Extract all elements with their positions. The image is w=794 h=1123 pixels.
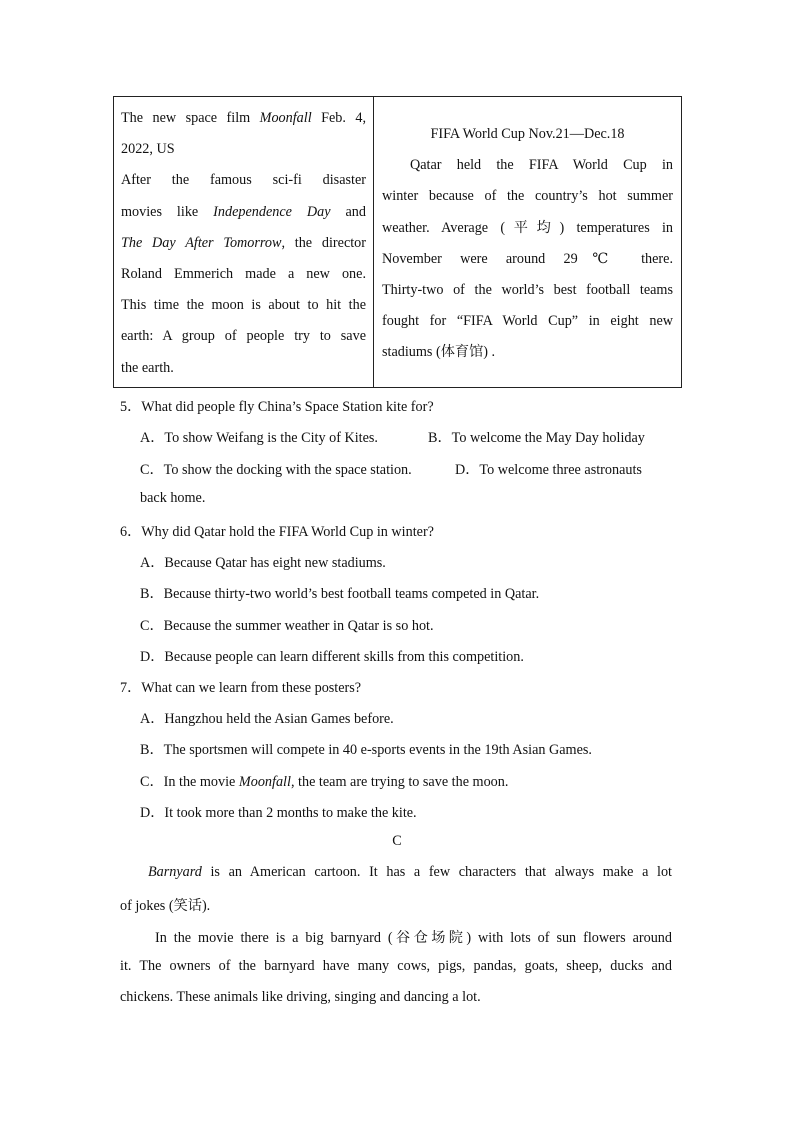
moonfall-poster xyxy=(121,103,366,384)
question-7-option-a: A．Hangzhou held the Asian Games before. xyxy=(140,711,394,727)
moonfall-line-9: the earth. xyxy=(121,359,174,376)
section-c-heading: C xyxy=(392,833,402,849)
question-7-option-c: C．In the movie Moonfall, the team are trying to save the moon. xyxy=(140,774,509,790)
question-5-stem: 5．What did people fly China’s Space Station kite for? xyxy=(120,399,434,415)
question-5-option-b: B．To welcome the May Day holiday xyxy=(428,430,645,446)
question-6-option-b: B．Because thirty-two world’s best football teams competed in Qatar. xyxy=(140,586,540,602)
question-7-option-d: D．It took more than 2 months to make the kite. xyxy=(140,805,417,821)
moonfall-line-3: After the famous sci-fi disaster xyxy=(121,172,366,189)
question-7-stem: 7．What can we learn from these posters? xyxy=(120,680,362,696)
question-5-option-d-continued: back home. xyxy=(140,490,206,506)
poster-table xyxy=(113,96,682,388)
question-7-option-b: B．The sportsmen will compete in 40 e-sports events in the 19th Asian Games. xyxy=(140,742,592,758)
moonfall-line-4: movies like Independence Day and xyxy=(121,203,366,220)
fifa-line-1: Qatar held the FIFA World Cup in xyxy=(410,157,673,174)
question-6-option-d: D．Because people can learn different skills from this competition. xyxy=(140,649,524,665)
question-6-option-a: A．Because Qatar has eight new stadiums. xyxy=(140,555,386,571)
moonfall-line-8: earth: A group of people try to save xyxy=(121,328,366,345)
fifa-line-2: winter because of the country’s hot summer xyxy=(382,188,673,205)
moonfall-line-1: The new space film Moonfall Feb. 4, xyxy=(121,110,367,126)
fifa-heading: FIFA World Cup Nov.21—Dec.18 xyxy=(430,126,625,142)
section-c-paragraph-2-line-2: it. The owners of the barnyard have many cows, pigs, pandas, goats, sheep, ducks and xyxy=(120,958,672,974)
fifa-poster xyxy=(382,119,673,369)
fifa-line-7: stadiums (体育馆) . xyxy=(382,344,496,361)
section-c-paragraph-2-line-3: chickens. These animals like driving, singing and dancing a lot. xyxy=(120,989,481,1005)
moonfall-line-7: This time the moon is about to hit the xyxy=(121,297,366,314)
question-5-option-a: A．To show Weifang is the City of Kites. xyxy=(140,430,378,446)
question-5-option-c: C．To show the docking with the space station. xyxy=(140,462,412,478)
question-6-stem: 6．Why did Qatar hold the FIFA World Cup in winter? xyxy=(120,524,434,540)
fifa-line-4: November were around 29℃ there. xyxy=(382,250,673,267)
question-6-option-c: C．Because the summer weather in Qatar is so hot. xyxy=(140,618,434,634)
moonfall-line-6: Roland Emmerich made a new one. xyxy=(121,266,366,283)
moonfall-line-2: 2022, US xyxy=(121,141,175,158)
section-c-paragraph-1-line-1: Barnyard is an American cartoon. It has a few characters that always make a lot xyxy=(148,864,672,880)
fifa-line-3: weather. Average (平均) temperatures in xyxy=(382,219,673,236)
section-c-paragraph-1-line-2: of jokes (笑话). xyxy=(120,898,211,914)
fifa-line-6: fought for “FIFA World Cup” in eight new xyxy=(382,313,673,330)
fifa-line-5: Thirty-two of the world’s best football teams xyxy=(382,282,673,299)
question-5-option-d: D．To welcome three astronauts xyxy=(455,462,642,478)
table-divider xyxy=(373,97,374,387)
moonfall-line-5: The Day After Tomorrow, the director xyxy=(121,234,366,251)
section-c-paragraph-2-line-1: In the movie there is a big barnyard (谷仓场院) with lots of sun flowers around xyxy=(155,930,672,946)
